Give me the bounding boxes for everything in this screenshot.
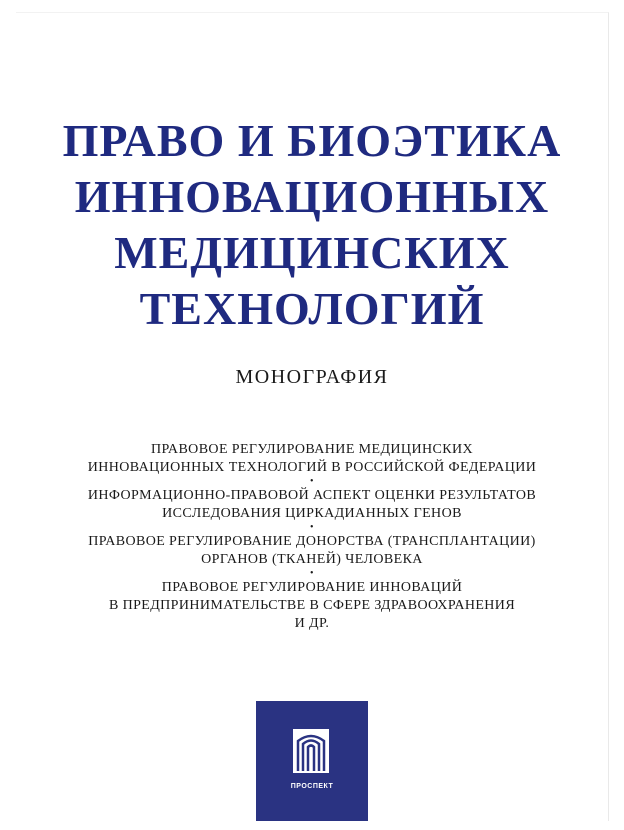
topic-line: ПРАВОВОЕ РЕГУЛИРОВАНИЕ МЕДИЦИНСКИХ <box>151 442 473 457</box>
topic-item <box>16 579 608 633</box>
bullet-separator: • <box>310 476 314 487</box>
topic-item <box>16 441 608 477</box>
topic-line: И ДР. <box>294 616 330 631</box>
title-line: ПРАВО И БИОЭТИКА <box>62 115 562 166</box>
topic-line: В ПРЕДПРИНИМАТЕЛЬСТВЕ В СФЕРЕ ЗДРАВООХРАНЕНИЯ <box>108 598 516 613</box>
topic-line: ИССЛЕДОВАНИЯ ЦИРКАДИАННЫХ ГЕНОВ <box>162 506 462 521</box>
topic-item <box>16 487 608 523</box>
topic-line: ИНФОРМАЦИОННО-ПРАВОВОЙ АСПЕКТ ОЦЕНКИ РЕЗУЛЬТАТОВ <box>87 488 537 503</box>
title-line: ТЕХНОЛОГИЙ <box>139 283 485 334</box>
topic-item <box>16 533 608 569</box>
publisher-logo <box>256 701 368 821</box>
publisher-logo-icon <box>289 725 333 777</box>
topic-line: ИННОВАЦИОННЫХ ТЕХНОЛОГИЙ В РОССИЙСКОЙ ФЕДЕРАЦИИ <box>87 460 537 475</box>
title-line: ИННОВАЦИОННЫХ <box>74 171 550 222</box>
book-title <box>16 113 608 337</box>
bullet-separator: • <box>310 522 314 533</box>
topic-line: ПРАВОВОЕ РЕГУЛИРОВАНИЕ ИННОВАЦИЙ <box>161 580 463 595</box>
book-cover <box>16 12 609 821</box>
topic-line: ПРАВОВОЕ РЕГУЛИРОВАНИЕ ДОНОРСТВА (ТРАНСПЛАНТАЦИИ) <box>88 534 536 549</box>
bullet-separator: • <box>310 568 314 579</box>
book-genre: МОНОГРАФИЯ <box>235 366 389 388</box>
topics-list <box>16 441 608 633</box>
title-line: МЕДИЦИНСКИХ <box>114 227 510 278</box>
publisher-name: ПРОСПЕКТ <box>290 783 334 790</box>
topic-line: ОРГАНОВ (ТКАНЕЙ) ЧЕЛОВЕКА <box>201 552 423 567</box>
